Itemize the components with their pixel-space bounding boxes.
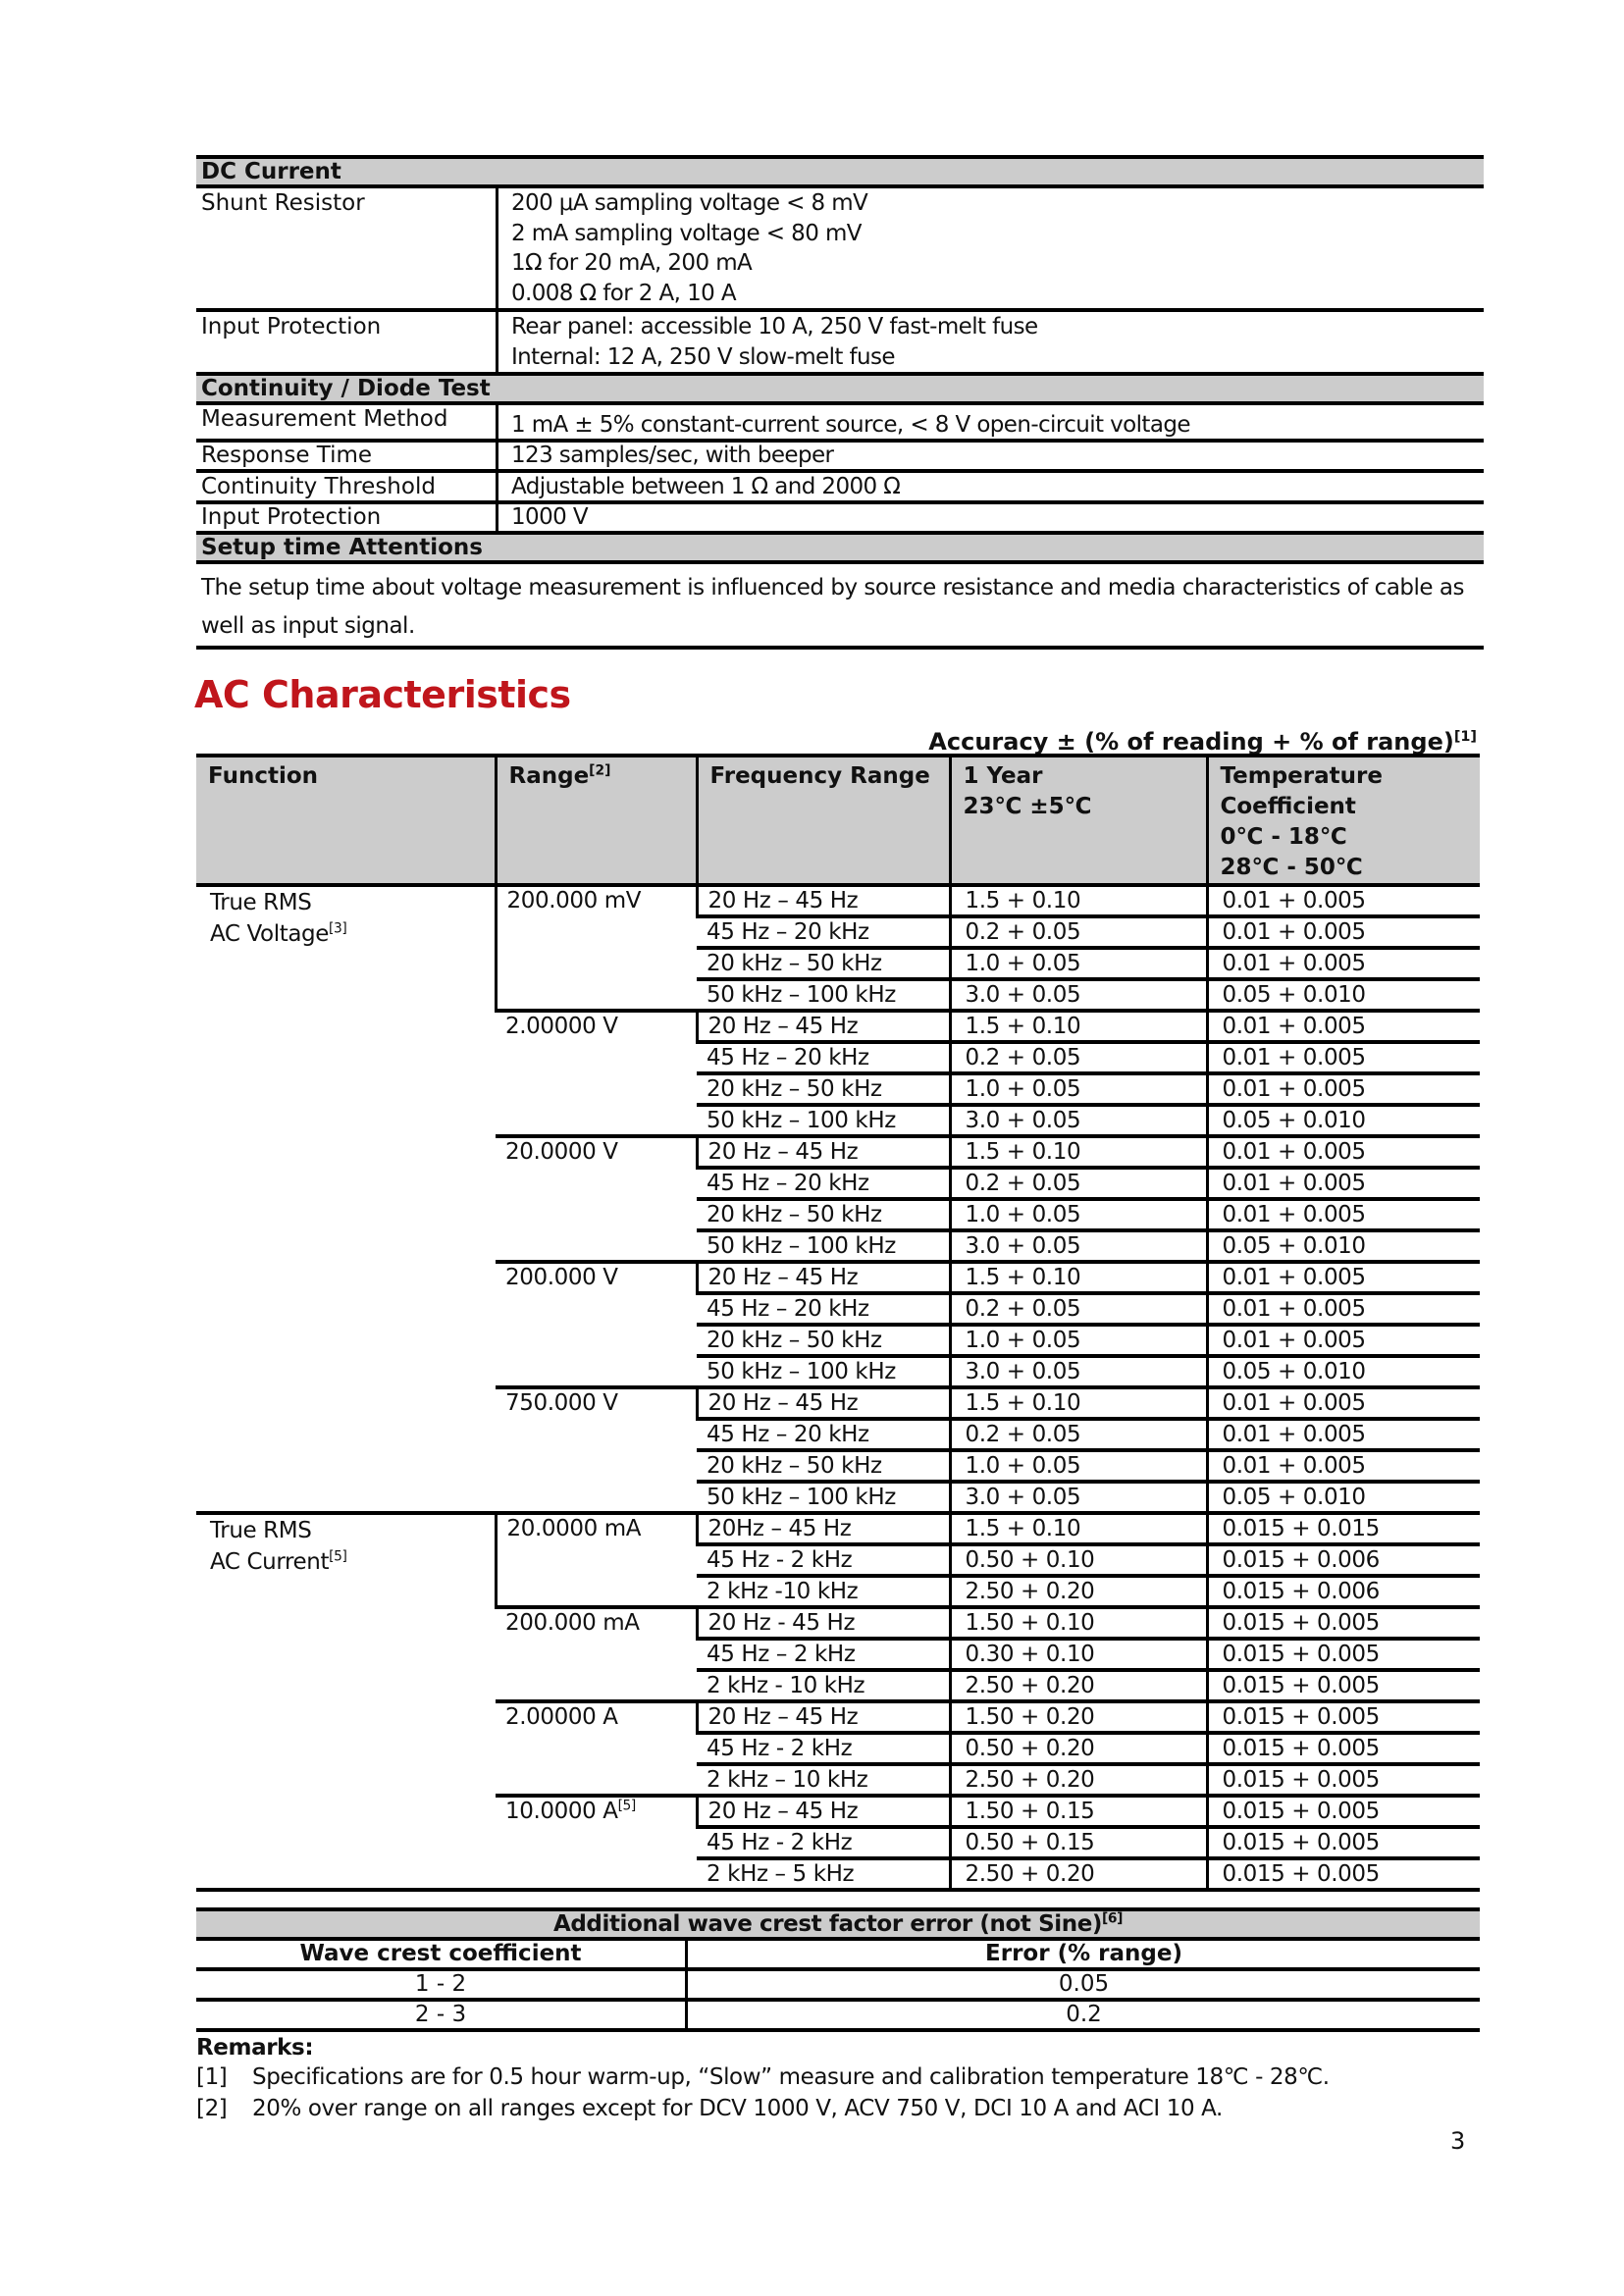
accuracy-1-year-cell: 1.50 + 0.20	[950, 1701, 1207, 1733]
range-cell: 200.000 V	[496, 1262, 697, 1387]
spec-value	[498, 403, 1485, 441]
ac-table-body	[196, 885, 1480, 1890]
frequency-range-cell: 20 kHz – 50 kHz	[697, 1325, 950, 1356]
table-row	[196, 1513, 1480, 1544]
accuracy-1-year-cell: 1.50 + 0.10	[950, 1607, 1207, 1639]
accuracy-1-year-cell: 3.0 + 0.05	[950, 1230, 1207, 1262]
temp-coefficient-cell: 0.05 + 0.010	[1207, 1105, 1480, 1136]
ac-header-row	[196, 756, 1480, 885]
temp-coefficient-cell: 0.01 + 0.005	[1207, 1168, 1480, 1199]
col-header-error: Error (% range)	[687, 1939, 1481, 1969]
spec-row	[196, 471, 1484, 502]
temp-coefficient-cell: 0.015 + 0.005	[1207, 1733, 1480, 1764]
frequency-range-cell: 20 kHz – 50 kHz	[697, 1073, 950, 1105]
table-row	[196, 1969, 1480, 2000]
spec-label: Response Time	[196, 441, 498, 471]
temp-coefficient-cell: 0.015 + 0.005	[1207, 1827, 1480, 1858]
accuracy-1-year-cell: 2.50 + 0.20	[950, 1576, 1207, 1607]
range-cell: 2.00000 A	[496, 1701, 697, 1796]
remark-item	[196, 2061, 1330, 2095]
accuracy-1-year-cell: 1.0 + 0.05	[950, 1073, 1207, 1105]
temp-coefficient-cell: 0.01 + 0.005	[1207, 1136, 1480, 1168]
temp-coefficient-cell: 0.01 + 0.005	[1207, 1293, 1480, 1325]
frequency-range-cell: 20 Hz - 45 Hz	[697, 1607, 950, 1639]
col-header-crest-coefficient: Wave crest coefficient	[196, 1939, 687, 1969]
frequency-range-cell: 50 kHz – 100 kHz	[697, 979, 950, 1011]
remark-text: Specifications are for 0.5 hour warm-up, “Slow” measure and calibration temperature 18℃ - 28℃.	[252, 2064, 1330, 2090]
frequency-range-cell: 2 kHz – 5 kHz	[697, 1858, 950, 1890]
frequency-range-cell: 50 kHz – 100 kHz	[697, 1482, 950, 1513]
spec-value: 123 samples/sec, with beeper	[498, 441, 1485, 471]
accuracy-1-year-cell: 1.0 + 0.05	[950, 1450, 1207, 1482]
accuracy-1-year-cell: 3.0 + 0.05	[950, 1105, 1207, 1136]
frequency-range-cell: 45 Hz - 2 kHz	[697, 1827, 950, 1858]
temp-coefficient-cell: 0.05 + 0.010	[1207, 1356, 1480, 1387]
spec-line: 1Ω for 20 mA, 200 mA	[511, 250, 753, 276]
temp-coefficient-cell: 0.015 + 0.005	[1207, 1701, 1480, 1733]
spec-label: Input Protection	[196, 502, 498, 533]
accuracy-1-year-cell: 0.50 + 0.15	[950, 1827, 1207, 1858]
frequency-range-cell: 45 Hz – 20 kHz	[697, 1293, 950, 1325]
frequency-range-cell: 45 Hz - 2 kHz	[697, 1544, 950, 1576]
frequency-range-cell: 20 Hz – 45 Hz	[697, 885, 950, 916]
col-header-frequency: Frequency Range	[697, 756, 950, 885]
table-row	[196, 885, 1480, 916]
footnote-ref: [5]	[329, 1548, 347, 1565]
accuracy-1-year-cell: 0.2 + 0.05	[950, 1042, 1207, 1073]
accuracy-1-year-cell: 3.0 + 0.05	[950, 979, 1207, 1011]
col-header-1-year: 1 Year 23℃ ±5℃	[950, 756, 1207, 885]
crest-coefficient: 2 - 3	[196, 2000, 687, 2030]
frequency-range-cell: 2 kHz – 10 kHz	[697, 1764, 950, 1796]
temp-coefficient-cell: 0.01 + 0.005	[1207, 1325, 1480, 1356]
accuracy-1-year-cell: 1.5 + 0.10	[950, 885, 1207, 916]
accuracy-caption	[928, 728, 1477, 756]
col-header-function: Function	[196, 756, 496, 885]
frequency-range-cell: 45 Hz – 20 kHz	[697, 1168, 950, 1199]
frequency-range-cell: 45 Hz – 20 kHz	[697, 1419, 950, 1450]
frequency-range-cell: 20 kHz – 50 kHz	[697, 948, 950, 979]
spec-line: Rear panel: accessible 10 A, 250 V fast-melt fuse	[511, 314, 1038, 339]
accuracy-1-year-cell: 2.50 + 0.20	[950, 1764, 1207, 1796]
range-cell: 20.0000 V	[496, 1136, 697, 1262]
temp-coefficient-cell: 0.01 + 0.005	[1207, 1387, 1480, 1419]
accuracy-1-year-cell: 3.0 + 0.05	[950, 1356, 1207, 1387]
page-number: 3	[1450, 2127, 1466, 2155]
spec-value: Adjustable between 1 Ω and 2000 Ω	[498, 471, 1485, 502]
temp-coefficient-cell: 0.015 + 0.005	[1207, 1639, 1480, 1670]
accuracy-1-year-cell: 1.0 + 0.05	[950, 1199, 1207, 1230]
crest-coefficient: 1 - 2	[196, 1969, 687, 2000]
footnote-ref: [2]	[589, 762, 611, 779]
frequency-range-cell: 20 kHz – 50 kHz	[697, 1199, 950, 1230]
temp-coefficient-cell: 0.01 + 0.005	[1207, 885, 1480, 916]
frequency-range-cell: 45 Hz - 2 kHz	[697, 1733, 950, 1764]
setup-note-text: The setup time about voltage measurement is influenced by source resistance and media characteristics of cable as well as input signal.	[196, 562, 1484, 648]
section-header-setup	[196, 533, 1484, 562]
spec-line: 1 mA ± 5% constant-current source, < 8 V open-circuit voltage	[511, 412, 1190, 438]
section-title: Setup time Attentions	[196, 533, 1484, 562]
temp-coefficient-cell: 0.01 + 0.005	[1207, 1450, 1480, 1482]
crest-caption-row	[196, 1909, 1480, 1939]
spec-value: 1000 V	[498, 502, 1485, 533]
spec-label: Input Protection	[196, 310, 498, 374]
remark-number: [1]	[196, 2064, 228, 2090]
remark-number: [2]	[196, 2096, 228, 2121]
setup-note-row	[196, 562, 1484, 648]
frequency-range-cell: 20 Hz – 45 Hz	[697, 1262, 950, 1293]
frequency-range-cell: 45 Hz – 20 kHz	[697, 1042, 950, 1073]
range-cell: 750.000 V	[496, 1387, 697, 1513]
section-title: DC Current	[196, 157, 1484, 186]
temp-coefficient-cell: 0.05 + 0.010	[1207, 1482, 1480, 1513]
accuracy-1-year-cell: 2.50 + 0.20	[950, 1670, 1207, 1701]
accuracy-1-year-cell: 3.0 + 0.05	[950, 1482, 1207, 1513]
remark-item	[196, 2092, 1330, 2126]
accuracy-1-year-cell: 1.5 + 0.10	[950, 1136, 1207, 1168]
temp-coefficient-cell: 0.015 + 0.005	[1207, 1764, 1480, 1796]
section-header-dc-current	[196, 157, 1484, 186]
temp-coefficient-cell: 0.015 + 0.006	[1207, 1576, 1480, 1607]
range-cell: 200.000 mV	[496, 885, 697, 1011]
spec-row	[196, 502, 1484, 533]
spec-row	[196, 186, 1484, 310]
temp-coefficient-cell: 0.015 + 0.006	[1207, 1544, 1480, 1576]
crest-error: 0.2	[687, 2000, 1481, 2030]
crest-factor-table	[196, 1907, 1480, 2032]
frequency-range-cell: 20 Hz – 45 Hz	[697, 1387, 950, 1419]
function-cell: True RMS AC Current[5]	[196, 1513, 496, 1890]
frequency-range-cell: 2 kHz -10 kHz	[697, 1576, 950, 1607]
accuracy-1-year-cell: 0.50 + 0.20	[950, 1733, 1207, 1764]
accuracy-1-year-cell: 1.0 + 0.05	[950, 948, 1207, 979]
footnote-ref: [3]	[328, 920, 347, 937]
ac-characteristics-table	[196, 754, 1480, 1892]
spec-line: 200 μA sampling voltage < 8 mV	[511, 190, 868, 216]
spec-value	[498, 186, 1485, 310]
temp-coefficient-cell: 0.05 + 0.010	[1207, 1230, 1480, 1262]
temp-coefficient-cell: 0.01 + 0.005	[1207, 1199, 1480, 1230]
temp-coefficient-cell: 0.01 + 0.005	[1207, 916, 1480, 948]
section-header-continuity	[196, 374, 1484, 403]
spec-line: 2 mA sampling voltage < 80 mV	[511, 220, 862, 246]
section-title: Continuity / Diode Test	[196, 374, 1484, 403]
range-cell: 20.0000 mA	[496, 1513, 697, 1607]
frequency-range-cell: 20 Hz – 45 Hz	[697, 1701, 950, 1733]
spec-row	[196, 310, 1484, 374]
accuracy-1-year-cell: 1.0 + 0.05	[950, 1325, 1207, 1356]
accuracy-1-year-cell: 1.5 + 0.10	[950, 1387, 1207, 1419]
frequency-range-cell: 20 Hz – 45 Hz	[697, 1011, 950, 1042]
temp-coefficient-cell: 0.01 + 0.005	[1207, 1042, 1480, 1073]
frequency-range-cell: 20Hz – 45 Hz	[697, 1513, 950, 1544]
frequency-range-cell: 45 Hz – 2 kHz	[697, 1639, 950, 1670]
col-header-range: Range[2]	[496, 756, 697, 885]
accuracy-1-year-cell: 0.2 + 0.05	[950, 1293, 1207, 1325]
crest-error: 0.05	[687, 1969, 1481, 2000]
accuracy-1-year-cell: 0.30 + 0.10	[950, 1639, 1207, 1670]
temp-coefficient-cell: 0.05 + 0.010	[1207, 979, 1480, 1011]
function-cell: True RMS AC Voltage[3]	[196, 885, 496, 1513]
frequency-range-cell: 20 Hz – 45 Hz	[697, 1136, 950, 1168]
accuracy-1-year-cell: 1.5 + 0.10	[950, 1011, 1207, 1042]
remarks-title: Remarks:	[196, 2035, 314, 2061]
remarks	[196, 2035, 1330, 2126]
temp-coefficient-cell: 0.01 + 0.005	[1207, 1262, 1480, 1293]
frequency-range-cell: 20 Hz – 45 Hz	[697, 1796, 950, 1827]
spec-label: Continuity Threshold	[196, 471, 498, 502]
frequency-range-cell: 50 kHz – 100 kHz	[697, 1356, 950, 1387]
crest-header-row	[196, 1939, 1480, 1969]
spec-row	[196, 403, 1484, 441]
spec-line: Internal: 12 A, 250 V slow-melt fuse	[511, 343, 895, 370]
frequency-range-cell: 20 kHz – 50 kHz	[697, 1450, 950, 1482]
temp-coefficient-cell: 0.01 + 0.005	[1207, 1011, 1480, 1042]
temp-coefficient-cell: 0.015 + 0.015	[1207, 1513, 1480, 1544]
accuracy-1-year-cell: 0.2 + 0.05	[950, 1419, 1207, 1450]
temp-coefficient-cell: 0.015 + 0.005	[1207, 1858, 1480, 1890]
range-cell: 2.00000 V	[496, 1011, 697, 1136]
spec-line: 0.008 Ω for 2 A, 10 A	[511, 280, 736, 306]
temp-coefficient-cell: 0.015 + 0.005	[1207, 1670, 1480, 1701]
section-heading-ac: AC Characteristics	[194, 673, 571, 716]
remark-text: 20% over range on all ranges except for DCV 1000 V, ACV 750 V, DCI 10 A and ACI 10 A.	[252, 2096, 1223, 2121]
dc-spec-table	[196, 155, 1484, 650]
table-row	[196, 2000, 1480, 2030]
temp-coefficient-cell: 0.01 + 0.005	[1207, 1419, 1480, 1450]
temp-coefficient-cell: 0.01 + 0.005	[1207, 948, 1480, 979]
accuracy-1-year-cell: 1.50 + 0.15	[950, 1796, 1207, 1827]
spec-label: Shunt Resistor	[196, 186, 498, 310]
frequency-range-cell: 2 kHz - 10 kHz	[697, 1670, 950, 1701]
crest-caption: Additional wave crest factor error (not Sine)[6]	[196, 1909, 1480, 1939]
accuracy-1-year-cell: 1.5 + 0.10	[950, 1513, 1207, 1544]
range-cell: 10.0000 A[5]	[496, 1796, 697, 1890]
footnote-ref: [6]	[1102, 1910, 1124, 1927]
footnote-ref: [5]	[617, 1798, 636, 1814]
frequency-range-cell: 50 kHz – 100 kHz	[697, 1230, 950, 1262]
accuracy-1-year-cell: 0.50 + 0.10	[950, 1544, 1207, 1576]
range-cell: 200.000 mA	[496, 1607, 697, 1701]
temp-coefficient-cell: 0.01 + 0.005	[1207, 1073, 1480, 1105]
spec-value	[498, 310, 1485, 374]
accuracy-1-year-cell: 2.50 + 0.20	[950, 1858, 1207, 1890]
temp-coefficient-cell: 0.015 + 0.005	[1207, 1796, 1480, 1827]
accuracy-1-year-cell: 0.2 + 0.05	[950, 916, 1207, 948]
temp-coefficient-cell: 0.015 + 0.005	[1207, 1607, 1480, 1639]
spec-label: Measurement Method	[196, 403, 498, 441]
frequency-range-cell: 45 Hz – 20 kHz	[697, 916, 950, 948]
accuracy-1-year-cell: 1.5 + 0.10	[950, 1262, 1207, 1293]
spec-row	[196, 441, 1484, 471]
accuracy-1-year-cell: 0.2 + 0.05	[950, 1168, 1207, 1199]
accuracy-caption-text: Accuracy ± (% of reading + % of range)	[928, 728, 1454, 756]
frequency-range-cell: 50 kHz – 100 kHz	[697, 1105, 950, 1136]
footnote-ref: [1]	[1453, 729, 1477, 745]
col-header-temp-coeff: Temperature Coefficient 0℃ - 18℃ 28℃ - 50℃	[1207, 756, 1480, 885]
